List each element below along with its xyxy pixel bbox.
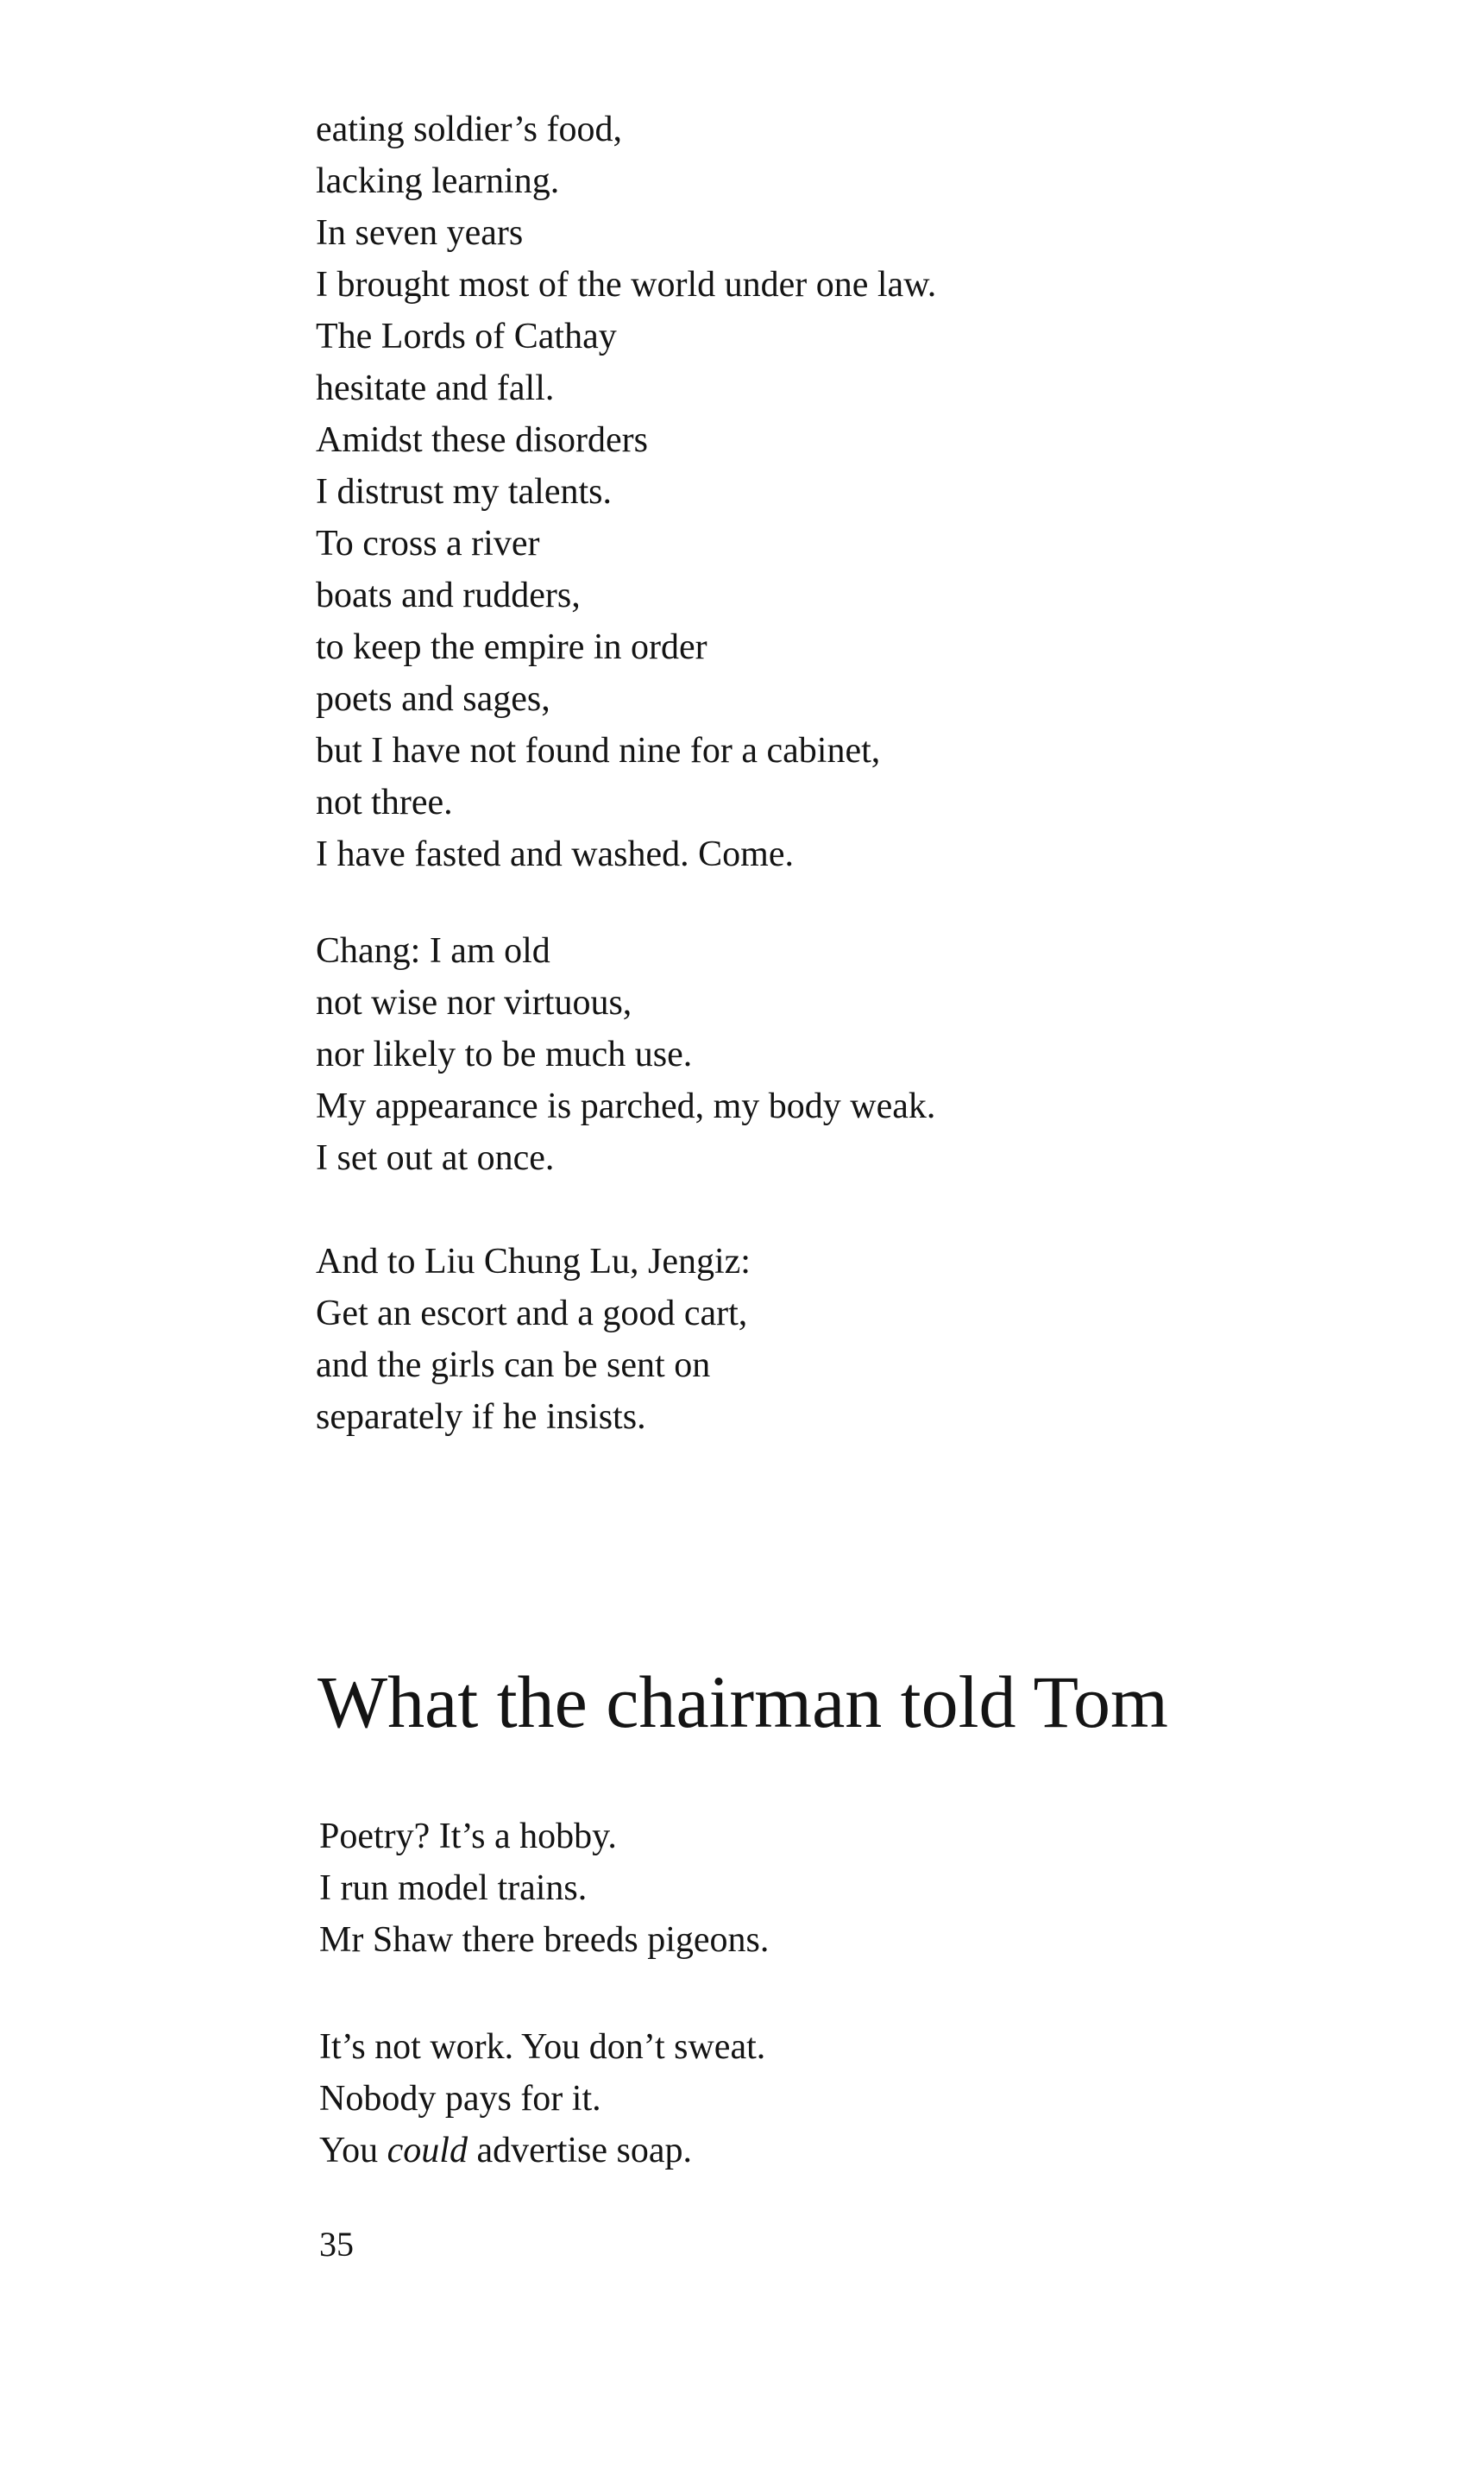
poem-line: poets and sages, (316, 679, 550, 719)
poem-line: To cross a river (316, 524, 540, 564)
poem-line-mixed (319, 2125, 765, 2176)
stanza-chang-reply (316, 925, 935, 1184)
poem-line: And to Liu Chung Lu, Jengiz: (316, 1242, 751, 1282)
poem-line: not three. (316, 783, 453, 822)
poem-line: separately if he insists. (316, 1397, 646, 1437)
stanza-hobby (319, 1811, 769, 1966)
poem-line: eating soldier’s food, (316, 110, 622, 149)
poem-line: I brought most of the world under one law. (316, 265, 937, 305)
poem-line: not wise nor virtuous, (316, 983, 632, 1023)
poem-line: and the girls can be sent on (316, 1345, 711, 1385)
poem-line: Poetry? It’s a hobby. (319, 1817, 617, 1856)
poem-title: What the chairman told Tom (318, 1660, 1168, 1743)
poem-line: In seven years (316, 213, 524, 253)
poem-line: boats and rudders, (316, 576, 581, 615)
poem-line: Amidst these disorders (316, 420, 648, 460)
poem-line: but I have not found nine for a cabinet, (316, 731, 881, 771)
page-number: 35 (319, 2225, 354, 2264)
text-run: You (319, 2131, 387, 2170)
poem-line: My appearance is parched, my body weak. (316, 1086, 936, 1126)
stanza-not-work (319, 2021, 765, 2176)
poem-line: I run model trains. (319, 1868, 588, 1908)
poem-line: Nobody pays for it. (319, 2079, 601, 2119)
poem-line: I distrust my talents. (316, 472, 612, 512)
poem-line: to keep the empire in order (316, 627, 707, 667)
poem-line: hesitate and fall. (316, 368, 555, 408)
poem-line: Chang: I am old (316, 931, 550, 971)
stanza-liu-chung-lu (316, 1236, 751, 1443)
poem-line: Mr Shaw there breeds pigeons. (319, 1920, 770, 1960)
text-run: advertise soap. (467, 2131, 693, 2170)
italic-emphasis: could (387, 2131, 468, 2170)
poem-line: I have fasted and washed. Come. (316, 835, 794, 874)
poem-line: Get an escort and a good cart, (316, 1294, 748, 1333)
stanza-jengiz-letter (316, 104, 936, 880)
poem-line: It’s not work. You don’t sweat. (319, 2027, 766, 2067)
poem-line: The Lords of Cathay (316, 317, 617, 356)
poem-line: nor likely to be much use. (316, 1035, 693, 1074)
poem-line: I set out at once. (316, 1138, 555, 1178)
poem-line: lacking learning. (316, 161, 560, 201)
